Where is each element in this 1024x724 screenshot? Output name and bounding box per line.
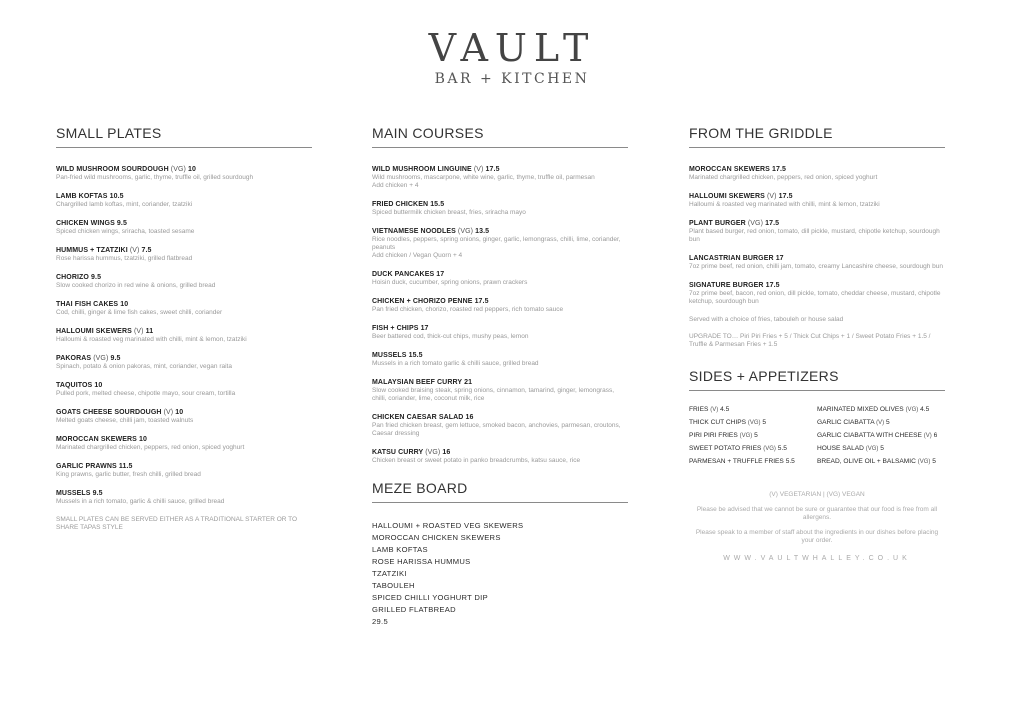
griddle-column (689, 124, 945, 562)
menu-item-head (56, 219, 312, 228)
menu-item-head (372, 448, 628, 457)
menu-item (56, 381, 312, 398)
item-price: 16 (465, 414, 474, 421)
menu-item (56, 246, 312, 263)
menu-item (56, 192, 312, 209)
diet-tag: (V) (766, 193, 777, 200)
item-description: Melted goats cheese, chilli jam, toasted walnuts (56, 417, 194, 424)
menu-item-head (372, 324, 628, 333)
side-price: 5.5 (785, 458, 795, 465)
menu-item (56, 165, 312, 182)
side-name: SWEET POTATO FRIES (689, 445, 762, 452)
item-name: MALAYSIAN BEEF CURRY (372, 379, 463, 386)
item-name: HUMMUS + TZATZIKI (56, 247, 128, 254)
item-description: Mussels in a rich tomato garlic & chilli sauce, grilled bread (372, 360, 539, 367)
side-name: THICK CUT CHIPS (689, 419, 747, 426)
side-item (689, 418, 817, 428)
item-name: PAKORAS (56, 355, 92, 362)
meze-line: MOROCCAN CHICKEN SKEWERS (372, 533, 501, 542)
menu-item (56, 327, 312, 344)
item-name: CHICKEN WINGS (56, 220, 115, 227)
menu-item (372, 227, 628, 260)
item-name: GARLIC PRAWNS (56, 463, 117, 470)
side-item (689, 405, 817, 415)
diet-tag: (V) (473, 166, 484, 173)
menu-item-head (372, 165, 628, 174)
item-name: MOROCCAN SKEWERS (56, 436, 137, 443)
item-price: 17.5 (778, 193, 793, 200)
menu-item-head (56, 246, 312, 255)
item-price: 16 (442, 449, 451, 456)
item-price: 15.5 (408, 352, 423, 359)
item-description: Plant based burger, red onion, tomato, dill pickle, mustard, chipotle ketchup, sourdough bun (689, 228, 940, 243)
item-price: 9.5 (116, 220, 127, 227)
item-description: Pan-fried wild mushrooms, garlic, thyme, truffle oil, grilled sourdough (56, 174, 254, 181)
menu-item-head (56, 354, 312, 363)
menu-item (56, 462, 312, 479)
meze-line: LAMB KOFTAS (372, 545, 428, 554)
menu-item (56, 300, 312, 317)
item-name: CHORIZO (56, 274, 89, 281)
diet-tag: (VG) (457, 228, 474, 235)
sides-title: SIDES + APPETIZERS (689, 367, 945, 391)
item-price: 17.5 (771, 166, 787, 173)
main-courses-column (372, 124, 628, 628)
item-name: DUCK PANCAKES (372, 271, 435, 278)
menu-item-head (372, 378, 628, 387)
item-description: Spinach, potato & onion pakoras, mint, coriander, vegan raita (56, 363, 232, 370)
diet-tag: (VG) (747, 220, 764, 227)
diet-tag: (VG) (93, 355, 109, 362)
item-description: Chargrilled lamb koftas, mint, coriander, tzatziki (56, 201, 193, 208)
item-price: 17 (775, 255, 784, 262)
diet-tag: (VG) (763, 446, 776, 452)
side-name: GARLIC CIABATTA WITH CHEESE (817, 432, 922, 439)
item-price: 9.5 (92, 490, 103, 497)
item-name: HALLOUMI SKEWERS (56, 328, 132, 335)
diet-tag: (VG) (425, 449, 441, 456)
menu-item-head (689, 219, 945, 228)
menu-item-head (56, 300, 312, 309)
side-name: HOUSE SALAD (817, 445, 864, 452)
item-description: Pan fried chicken breast, gem lettuce, smoked bacon, anchovies, parmesan, croutons, Caesar dressing (372, 422, 621, 437)
item-price: 17 (420, 325, 429, 332)
menu-item-head (372, 297, 628, 306)
menu-item (56, 435, 312, 452)
item-description: Wild mushrooms, mascarpone, white wine, garlic, thyme, truffle oil, parmesan (372, 174, 595, 181)
menu-item-head (56, 273, 312, 282)
menu-item (56, 408, 312, 425)
item-price: 7.5 (141, 247, 152, 254)
section-title: SMALL PLATES (56, 124, 312, 148)
side-item (689, 457, 817, 467)
item-name: PLANT BURGER (689, 220, 746, 227)
brand-title: VAULT (428, 26, 596, 70)
info-block (689, 491, 945, 562)
meze-line: SPICED CHILLI YOGHURT DIP (372, 593, 488, 602)
menu-item (372, 165, 628, 190)
small-plates-column (56, 124, 312, 532)
side-price: 5 (754, 432, 758, 439)
side-price: 6 (933, 432, 938, 439)
menu-item (372, 413, 628, 438)
allergen-note: Please be advised that we cannot be sure or guarantee that our food is free from all allergens. (696, 506, 938, 521)
sides-grid (689, 405, 945, 467)
menu-item-head (372, 270, 628, 279)
diet-tag: (VG) (865, 446, 879, 452)
item-name: VIETNAMESE NOODLES (372, 228, 456, 235)
item-price: 10 (138, 436, 147, 443)
item-name: HALLOUMI SKEWERS (689, 193, 765, 200)
diet-tag: (VG) (905, 407, 919, 413)
item-price: 10.5 (109, 193, 124, 200)
meze-line: TZATZIKI (372, 569, 407, 578)
side-item (817, 431, 945, 441)
menu-item-head (56, 327, 312, 336)
diet-tag: (V) (876, 420, 885, 426)
menu-item-head (372, 200, 628, 209)
meze-line: ROSE HARISSA HUMMUS (372, 557, 471, 566)
item-description: Hoisin duck, cucumber, spring onions, prawn crackers (372, 279, 528, 286)
item-name: TAQUITOS (56, 382, 93, 389)
menu-item-head (56, 489, 312, 498)
item-name: WILD MUSHROOM LINGUINE (372, 166, 472, 173)
upgrade-note: UPGRADE TO… Piri Piri Fries + 5 / Thick Cut Chips + 1 / Sweet Potato Fries + 1.5 / Truffle & Parmesan Fries + 1.5 (689, 333, 931, 348)
item-description: 7oz prime beef, red onion, chilli jam, tomato, creamy Lancashire cheese, sourdough bun (689, 263, 944, 270)
side-price: 5 (885, 419, 890, 426)
item-name: KATSU CURRY (372, 449, 424, 456)
diet-tag: (V) (163, 409, 174, 416)
item-price: 17 (436, 271, 445, 278)
main-courses-list (372, 165, 628, 465)
diet-legend: (V) VEGETARIAN | (VG) VEGAN (769, 491, 865, 498)
item-extra: Add chicken + 4 (372, 182, 419, 189)
griddle-list (689, 165, 945, 306)
menu-item (689, 192, 945, 209)
item-price: 10 (94, 382, 103, 389)
menu-item (56, 489, 312, 506)
section-title: FROM THE GRIDDLE (689, 124, 945, 148)
item-price: 10 (120, 301, 129, 308)
meze-line: HALLOUMI + ROASTED VEG SKEWERS (372, 521, 524, 530)
item-name: SIGNATURE BURGER (689, 282, 764, 289)
item-name: LANCASTRIAN BURGER (689, 255, 774, 262)
side-price: 5 (762, 419, 767, 426)
diet-tag: (VG) (170, 166, 186, 173)
menu-item (372, 448, 628, 465)
item-name: FISH + CHIPS (372, 325, 419, 332)
menu-item-head (56, 381, 312, 390)
side-price: 5 (932, 458, 936, 465)
menu-item-head (56, 192, 312, 201)
diet-tag: (VG) (739, 433, 753, 439)
item-description: Pan fried chicken, chorizo, roasted red peppers, rich tomato sauce (372, 306, 564, 313)
menu-item (689, 254, 945, 271)
side-item (817, 405, 945, 415)
item-name: MOROCCAN SKEWERS (689, 166, 770, 173)
item-price: 15.5 (430, 201, 445, 208)
section-title: MAIN COURSES (372, 124, 628, 148)
menu-item-head (56, 462, 312, 471)
side-name: BREAD, OLIVE OIL + BALSAMIC (817, 458, 916, 465)
menu-item (689, 281, 945, 306)
side-item (817, 457, 945, 467)
menu-item (56, 354, 312, 371)
menu-item (372, 270, 628, 287)
item-name: MUSSELS (372, 352, 407, 359)
diet-tag: (V) (923, 433, 932, 439)
item-price: 10 (175, 409, 184, 416)
side-price: 5 (880, 445, 884, 452)
menu-item-head (56, 435, 312, 444)
menu-item-head (372, 227, 628, 236)
menu-item-head (56, 408, 312, 417)
item-description: Chicken breast or sweet potato in panko breadcrumbs, katsu sauce, rice (372, 457, 581, 464)
speak-note: Please speak to a member of staff about the ingredients in our dishes before placing your order. (695, 529, 939, 544)
side-name: MARINATED MIXED OLIVES (817, 406, 904, 413)
item-price: 17.5 (474, 298, 489, 305)
diet-tag: (V) (133, 328, 144, 335)
menu-item-head (56, 165, 312, 174)
small-plates-list (56, 165, 312, 506)
meze-title: MEZE BOARD (372, 479, 628, 503)
side-price: 4.5 (720, 406, 730, 413)
item-name: FRIED CHICKEN (372, 201, 429, 208)
menu-item-head (689, 281, 945, 290)
side-name: PARMESAN + TRUFFLE FRIES (689, 458, 784, 465)
item-description: Cod, chilli, ginger & lime fish cakes, sweet chilli, coriander (56, 309, 223, 316)
menu-item (372, 297, 628, 314)
item-description: Halloumi & roasted veg marinated with chilli, mint & lemon, tzatziki (689, 201, 880, 208)
side-name: PIRI PIRI FRIES (689, 432, 738, 439)
brand-subtitle: BAR + KITCHEN (434, 71, 590, 87)
menu-item (372, 200, 628, 217)
item-description: Rice noodles, peppers, spring onions, ginger, garlic, lemongrass, chilli, lime, coriander, peanuts (372, 236, 621, 251)
item-description: King prawns, garlic butter, fresh chilli, grilled bread (56, 471, 201, 478)
side-item (689, 431, 817, 441)
website-link[interactable]: WWW.VAULTWHALLEY.CO.UK (723, 555, 911, 562)
meze-list (372, 520, 628, 628)
item-description: Spiced buttermilk chicken breast, fries, sriracha mayo (372, 209, 526, 216)
item-description: Marinated chargrilled chicken, peppers, red onion, spiced yoghurt (56, 444, 245, 451)
item-description: Rose harissa hummus, tzatziki, grilled flatbread (56, 255, 193, 262)
item-price: 17.5 (765, 282, 780, 289)
menu-item (372, 378, 628, 403)
brand-header (0, 26, 1024, 87)
item-description: Mussels in a rich tomato, garlic & chilli sauce, grilled bread (56, 498, 225, 505)
item-description: Beer battered cod, thick-cut chips, mushy peas, lemon (372, 333, 529, 340)
menu-item (372, 324, 628, 341)
side-item (817, 444, 945, 454)
small-plates-note: SMALL PLATES CAN BE SERVED EITHER AS A TRADITIONAL STARTER OR TO SHARE TAPAS STYLE (56, 516, 298, 531)
item-extra: Add chicken / Vegan Quorn + 4 (372, 252, 463, 259)
side-name: FRIES (689, 406, 709, 413)
item-price: 10 (188, 166, 197, 173)
menu-item-head (689, 165, 945, 174)
item-description: Pulled pork, melted cheese, chipotle mayo, sour cream, tortilla (56, 390, 236, 397)
diet-tag: (V) (710, 407, 719, 413)
item-name: LAMB KOFTAS (56, 193, 108, 200)
side-name: GARLIC CIABATTA (817, 419, 875, 426)
item-name: MUSSELS (56, 490, 91, 497)
item-name: CHICKEN CAESAR SALAD (372, 414, 464, 421)
menu-item (372, 351, 628, 368)
item-description: Spiced chicken wings, sriracha, toasted sesame (56, 228, 195, 235)
diet-tag: (VG) (917, 459, 931, 465)
item-description: Slow cooked braising steak, spring onions, cinnamon, tamarind, ginger, lemongrass, chilli, coriander, lime, coconut milk, rice (372, 387, 615, 402)
menu-item (689, 219, 945, 244)
menu-item-head (689, 254, 945, 263)
menu-item-head (372, 351, 628, 360)
item-price: 11.5 (118, 463, 133, 470)
served-with-note: Served with a choice of fries, tabouleh or house salad (689, 316, 844, 323)
menu-item-head (689, 192, 945, 201)
item-price: 21 (464, 379, 473, 386)
diet-tag: (VG) (747, 420, 761, 426)
item-price: 9.5 (110, 355, 121, 362)
diet-tag: (V) (129, 247, 140, 254)
side-item (817, 418, 945, 428)
item-description: Marinated chargrilled chicken, peppers, red onion, spiced yoghurt (689, 174, 878, 181)
side-item (689, 444, 817, 454)
item-price: 11 (145, 328, 154, 335)
meze-line: 29.5 (372, 617, 388, 626)
item-price: 9.5 (91, 274, 102, 281)
menu-item (56, 219, 312, 236)
item-name: GOATS CHEESE SOURDOUGH (56, 409, 162, 416)
meze-line: TABOULEH (372, 581, 415, 590)
side-price: 5.5 (777, 445, 787, 452)
item-description: Halloumi & roasted veg marinated with chilli, mint & lemon, tzatziki (56, 336, 247, 343)
meze-line: GRILLED FLATBREAD (372, 605, 456, 614)
item-price: 17.5 (485, 166, 500, 173)
menu-item (56, 273, 312, 290)
item-name: CHICKEN + CHORIZO PENNE (372, 298, 473, 305)
item-price: 17.5 (765, 220, 780, 227)
item-name: WILD MUSHROOM SOURDOUGH (56, 166, 169, 173)
menu-item-head (372, 413, 628, 422)
menu-item (689, 165, 945, 182)
item-price: 13.5 (475, 228, 490, 235)
side-price: 4.5 (920, 406, 930, 413)
item-description: Slow cooked chorizo in red wine & onions, grilled bread (56, 282, 216, 289)
item-description: 7oz prime beef, bacon, red onion, dill pickle, tomato, cheddar cheese, mustard, chipotle ketchup, sourdough bun (689, 290, 941, 305)
item-name: THAI FISH CAKES (56, 301, 119, 308)
